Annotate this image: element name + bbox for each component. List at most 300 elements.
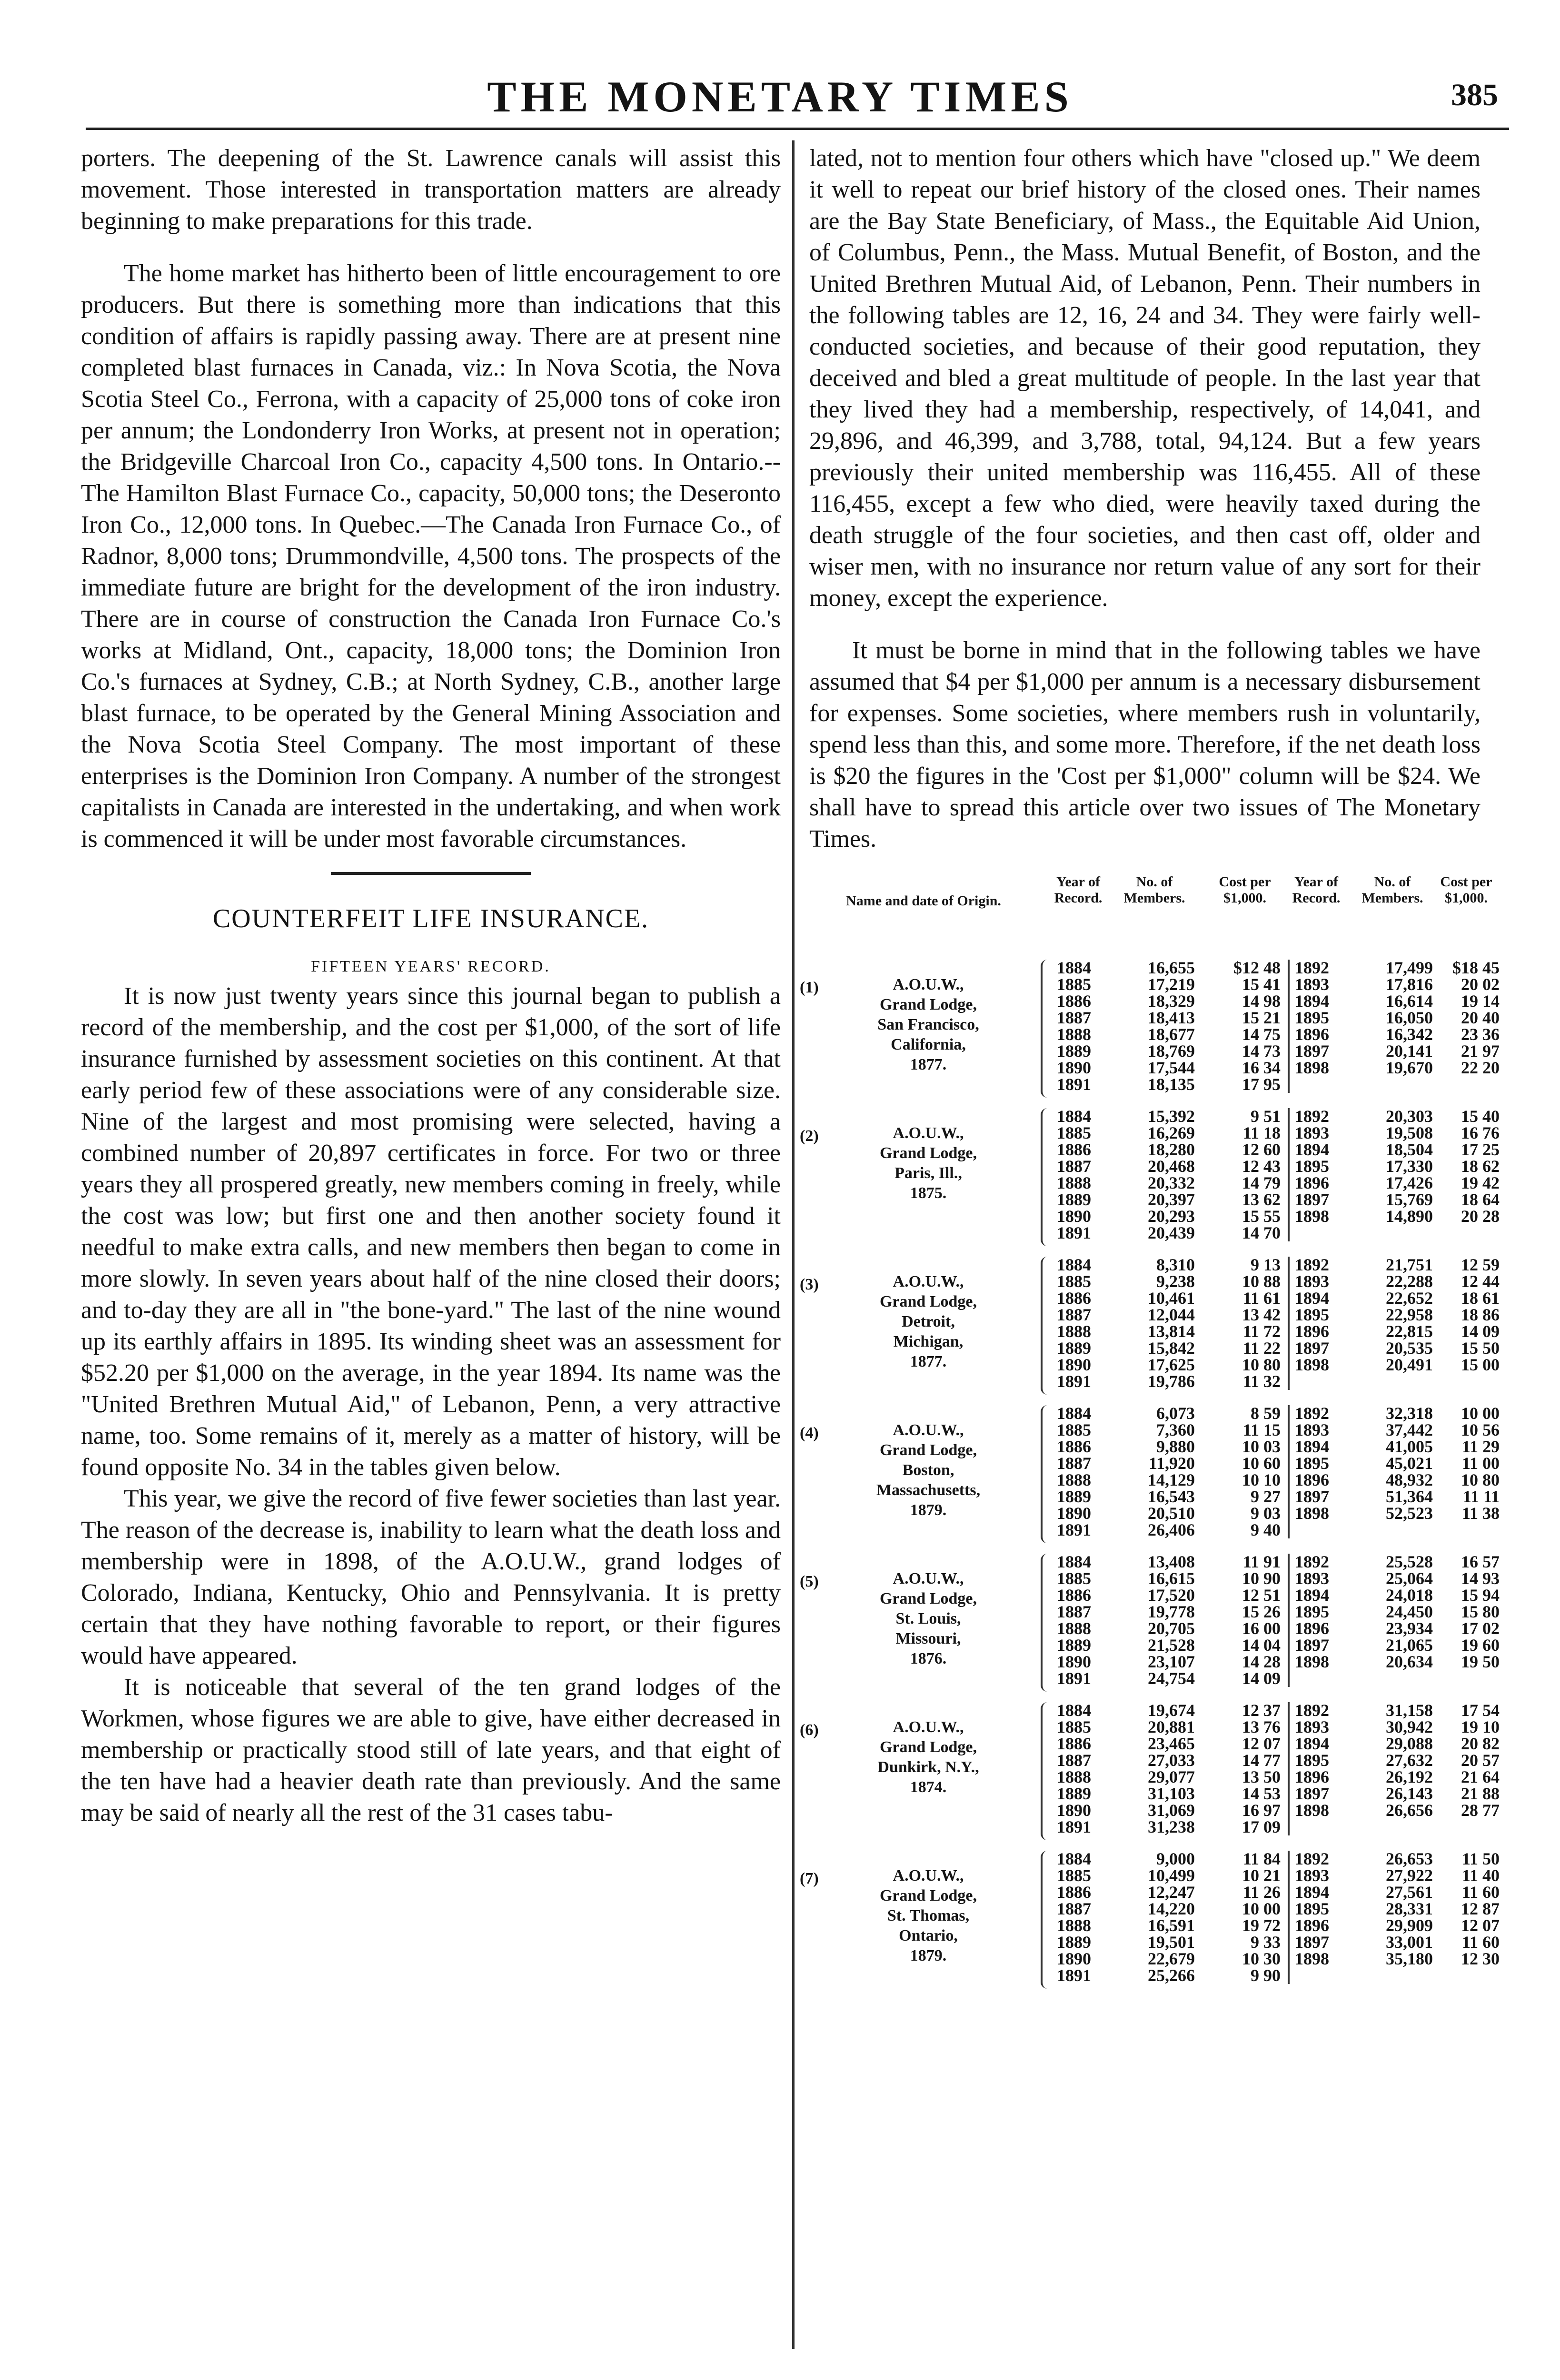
year-cell: 1886	[1057, 1437, 1091, 1456]
cost-cell: 14 28	[1242, 1652, 1281, 1671]
members-cell: 31,103	[1148, 1784, 1195, 1803]
members-cell: 27,632	[1386, 1751, 1433, 1770]
members-cell: 20,881	[1148, 1717, 1195, 1736]
table-row	[809, 1420, 1500, 1439]
year-cell: 1898	[1295, 1652, 1329, 1671]
year-cell: 1898	[1295, 1504, 1329, 1523]
cost-cell: 20 02	[1461, 975, 1500, 994]
members-cell: 16,615	[1148, 1569, 1195, 1588]
table-row	[809, 1487, 1500, 1506]
column-bar	[1288, 1505, 1290, 1522]
table-row	[809, 1339, 1500, 1358]
members-cell: 20,439	[1148, 1223, 1195, 1242]
members-cell: 51,364	[1386, 1487, 1433, 1506]
cost-cell: 11 38	[1461, 1504, 1500, 1523]
lodge-number: (3)	[800, 1276, 819, 1293]
year-cell: 1888	[1057, 1916, 1091, 1935]
column-bar	[1288, 1702, 1290, 1719]
cost-cell: 9 13	[1251, 1255, 1281, 1274]
lodge-number: (2)	[800, 1127, 819, 1145]
membership-table	[800, 874, 1500, 1999]
lodge-name-line: Michigan,	[893, 1333, 964, 1350]
table-row	[809, 992, 1500, 1011]
year-cell: 1887	[1057, 1008, 1091, 1027]
header-members1: No. of Members.	[1123, 874, 1185, 906]
cost-cell: 9 40	[1251, 1520, 1281, 1539]
year-cell: 1885	[1057, 1420, 1091, 1439]
column-bar	[1288, 1026, 1290, 1043]
table-row	[809, 1751, 1500, 1770]
year-cell: 1886	[1057, 992, 1091, 1011]
members-cell: 17,426	[1386, 1173, 1433, 1192]
table-row	[809, 1636, 1500, 1655]
members-cell: 13,814	[1148, 1322, 1195, 1341]
members-cell: 21,065	[1386, 1636, 1433, 1655]
members-cell: 23,465	[1148, 1734, 1195, 1753]
members-cell: 25,266	[1148, 1966, 1195, 1985]
header-year2: Year of Record.	[1292, 874, 1341, 906]
cost-cell: 13 76	[1242, 1717, 1281, 1736]
members-cell: 18,329	[1148, 992, 1195, 1011]
cost-cell: 11 11	[1462, 1487, 1500, 1506]
members-cell: 20,634	[1386, 1652, 1433, 1671]
table-row	[809, 1784, 1500, 1803]
cost-cell: 18 61	[1461, 1289, 1500, 1308]
members-cell: 24,018	[1386, 1586, 1433, 1605]
column-bar	[1288, 1257, 1290, 1273]
lodge-name-line: Grand Lodge,	[879, 996, 977, 1013]
table-row	[809, 1437, 1500, 1456]
cost-cell: 13 50	[1242, 1767, 1281, 1786]
cost-cell: 12 44	[1461, 1272, 1500, 1291]
page-header	[0, 71, 1560, 124]
members-cell: 25,064	[1386, 1569, 1433, 1588]
members-cell: 16,591	[1148, 1916, 1195, 1935]
table-row	[809, 1190, 1500, 1209]
lodge-name-line: Dunkirk, N.Y.,	[877, 1758, 979, 1776]
year-cell: 1885	[1057, 1717, 1091, 1736]
members-cell: 52,523	[1386, 1504, 1433, 1523]
members-cell: 15,392	[1148, 1107, 1195, 1126]
cost-cell: 15 50	[1461, 1339, 1500, 1358]
lodge-name-line: Grand Lodge,	[879, 1441, 977, 1459]
cost-cell: 28 77	[1461, 1801, 1500, 1820]
column-bar	[1288, 1587, 1290, 1604]
cost-cell: 14 09	[1461, 1322, 1500, 1341]
cost-cell: 12 37	[1242, 1701, 1281, 1720]
cost-cell: 17 95	[1242, 1075, 1281, 1094]
year-cell: 1886	[1057, 1586, 1091, 1605]
cost-cell: 19 60	[1461, 1636, 1500, 1655]
year-cell: 1895	[1295, 1751, 1329, 1770]
lodge-name-line: Paris, Ill.,	[894, 1164, 962, 1182]
cost-cell: 13 42	[1242, 1305, 1281, 1324]
year-cell: 1890	[1057, 1504, 1091, 1523]
cost-cell: 10 00	[1461, 1404, 1500, 1423]
year-cell: 1893	[1295, 1420, 1329, 1439]
members-cell: 23,107	[1148, 1652, 1195, 1671]
year-cell: 1884	[1057, 1849, 1091, 1868]
cost-cell: 11 84	[1242, 1849, 1281, 1868]
year-cell: 1891	[1057, 1075, 1091, 1094]
table-body	[800, 958, 1500, 1999]
year-cell: 1886	[1057, 1140, 1091, 1159]
members-cell: 28,331	[1386, 1899, 1433, 1918]
cost-cell: 14 70	[1242, 1223, 1281, 1242]
header-year1: Year of Record.	[1054, 874, 1103, 906]
year-cell: 1888	[1057, 1322, 1091, 1341]
lodge-name-line: Grand Lodge,	[879, 1738, 977, 1756]
cost-cell: 18 64	[1461, 1190, 1500, 1209]
cost-cell: 19 50	[1461, 1652, 1500, 1671]
year-cell: 1893	[1295, 1569, 1329, 1588]
lodge-name-line: Missouri,	[895, 1630, 961, 1647]
article-paragraph: porters. The deepening of the St. Lawrence canals will assist this movement. Those interested in transportation matters are already beginning to make preparations for this trade.	[81, 145, 781, 235]
members-cell: 18,280	[1148, 1140, 1195, 1159]
year-cell: 1889	[1057, 1784, 1091, 1803]
cost-cell: 19 10	[1461, 1717, 1500, 1736]
cost-cell: 11 50	[1461, 1849, 1500, 1868]
year-cell: 1893	[1295, 1717, 1329, 1736]
cost-cell: $18 45	[1452, 958, 1500, 977]
year-cell: 1893	[1295, 975, 1329, 994]
year-cell: 1884	[1057, 1404, 1091, 1423]
year-cell: 1892	[1295, 958, 1329, 977]
cost-cell: 9 27	[1251, 1487, 1281, 1506]
year-cell: 1893	[1295, 1272, 1329, 1291]
cost-cell: 19 72	[1242, 1916, 1281, 1935]
members-cell: 37,442	[1386, 1420, 1433, 1439]
cost-cell: 10 03	[1242, 1437, 1281, 1456]
section-separator	[331, 872, 531, 875]
members-cell: 14,890	[1386, 1207, 1433, 1226]
table-row	[809, 1123, 1500, 1142]
cost-cell: 10 21	[1242, 1866, 1281, 1885]
lodge-name-line: Detroit,	[902, 1313, 955, 1330]
column-bar	[1288, 1752, 1290, 1769]
lodge-block	[800, 1701, 1500, 1851]
year-cell: 1890	[1057, 1058, 1091, 1077]
right-column	[800, 143, 1500, 1999]
column-bar	[1288, 1405, 1290, 1422]
table-row	[809, 1140, 1500, 1159]
lodge-name-line: A.O.U.W.,	[893, 976, 964, 993]
members-cell: 32,318	[1386, 1404, 1433, 1423]
table-row	[809, 1373, 1481, 1390]
members-cell: 25,528	[1386, 1552, 1433, 1571]
column-bar	[1288, 1323, 1290, 1340]
members-cell: 16,269	[1148, 1123, 1195, 1142]
cost-cell: 21 64	[1461, 1767, 1500, 1786]
members-cell: 29,088	[1386, 1734, 1433, 1753]
column-bar	[1288, 1570, 1290, 1587]
year-cell: 1890	[1057, 1801, 1091, 1820]
lodge-name-line: 1877.	[910, 1353, 947, 1370]
year-cell: 1888	[1057, 1470, 1091, 1489]
section-title: COUNTERFEIT LIFE INSURANCE.	[212, 904, 649, 933]
year-cell: 1889	[1057, 1041, 1091, 1061]
header-cost2: Cost per $1,000.	[1440, 874, 1492, 906]
members-cell: 27,922	[1386, 1866, 1433, 1885]
column-bar	[1288, 1554, 1290, 1570]
members-cell: 29,077	[1148, 1767, 1195, 1786]
table-row	[809, 1734, 1500, 1753]
year-cell: 1886	[1057, 1734, 1091, 1753]
year-cell: 1894	[1295, 1734, 1329, 1753]
members-cell: 17,625	[1148, 1355, 1195, 1374]
column-bar	[1288, 1951, 1290, 1967]
cost-cell: 14 53	[1242, 1784, 1281, 1803]
lodge-name-line: Grand Lodge,	[879, 1887, 977, 1904]
members-cell: 29,909	[1386, 1916, 1433, 1935]
column-bar	[1288, 1290, 1290, 1307]
column-bar	[1288, 1719, 1290, 1735]
column-bar	[1288, 976, 1290, 993]
year-cell: 1884	[1057, 1107, 1091, 1126]
lodge-name-line: A.O.U.W.,	[893, 1570, 964, 1587]
members-cell: 19,786	[1148, 1372, 1195, 1391]
year-cell: 1894	[1295, 1140, 1329, 1159]
cost-cell: 11 72	[1242, 1322, 1281, 1341]
cost-cell: 10 90	[1242, 1569, 1281, 1588]
column-bar	[1288, 1867, 1290, 1884]
members-cell: 26,406	[1148, 1520, 1195, 1539]
members-cell: 10,499	[1148, 1866, 1195, 1885]
column-bar	[1288, 1125, 1290, 1141]
lodge-block	[800, 1849, 1500, 1999]
column-bar	[1288, 1158, 1290, 1175]
cost-cell: 14 77	[1242, 1751, 1281, 1770]
lodge-name-line: A.O.U.W.,	[893, 1718, 964, 1736]
year-cell: 1885	[1057, 1866, 1091, 1885]
year-cell: 1897	[1295, 1933, 1329, 1952]
column-divider	[792, 140, 795, 2349]
table-row	[809, 1717, 1500, 1736]
members-cell: 24,450	[1386, 1602, 1433, 1621]
year-cell: 1897	[1295, 1487, 1329, 1506]
cost-cell: 20 82	[1461, 1734, 1500, 1753]
column-bar	[1288, 1208, 1290, 1225]
members-cell: 22,288	[1386, 1272, 1433, 1291]
year-cell: 1884	[1057, 1701, 1091, 1720]
year-cell: 1895	[1295, 1602, 1329, 1621]
members-cell: 26,143	[1386, 1784, 1433, 1803]
year-cell: 1892	[1295, 1849, 1329, 1868]
article-paragraph: This year, we give the record of five fewer societies than last year. The reason of the decrease is, inability to learn what the death loss and membership were in 1898, of the A.O.U.W., grand lodges of Colorado, Indiana, Kentucky, Ohio and Pennsylvania. It is pretty certain that they have nothing favorable to report, or their figures would have appeared.	[81, 1485, 781, 1669]
members-cell: 23,934	[1386, 1619, 1433, 1638]
cost-cell: 12 51	[1242, 1586, 1281, 1605]
year-cell: 1889	[1057, 1636, 1091, 1655]
cost-cell: 11 60	[1461, 1933, 1500, 1952]
table-header	[809, 874, 1492, 960]
cost-cell: 10 80	[1242, 1355, 1281, 1374]
members-cell: 18,769	[1148, 1041, 1195, 1061]
year-cell: 1889	[1057, 1339, 1091, 1358]
members-cell: 18,413	[1148, 1008, 1195, 1027]
column-bar	[1288, 1604, 1290, 1620]
cost-cell: 16 57	[1461, 1552, 1500, 1571]
table-row	[809, 1652, 1500, 1671]
lodge-block	[800, 1404, 1500, 1554]
cost-cell: 12 59	[1461, 1255, 1500, 1274]
column-bar	[1288, 1670, 1290, 1687]
table-row	[809, 1586, 1500, 1605]
year-cell: 1889	[1057, 1190, 1091, 1209]
members-cell: 20,303	[1386, 1107, 1433, 1126]
table-row	[809, 1949, 1500, 1968]
year-cell: 1896	[1295, 1916, 1329, 1935]
year-cell: 1887	[1057, 1751, 1091, 1770]
members-cell: 17,330	[1386, 1157, 1433, 1176]
table-row	[809, 1670, 1481, 1687]
cost-cell: 21 97	[1461, 1041, 1500, 1061]
table-row	[809, 1819, 1481, 1835]
cost-cell: 14 79	[1242, 1173, 1281, 1192]
lodge-name-line: A.O.U.W.,	[893, 1421, 964, 1439]
lodge-name-line: Ontario,	[899, 1927, 958, 1944]
members-cell: 20,535	[1386, 1339, 1433, 1358]
year-cell: 1891	[1057, 1223, 1091, 1242]
column-bar	[1288, 993, 1290, 1010]
year-cell: 1897	[1295, 1190, 1329, 1209]
year-cell: 1892	[1295, 1701, 1329, 1720]
column-bar	[1288, 1637, 1290, 1654]
members-cell: 17,520	[1148, 1586, 1195, 1605]
members-cell: 12,247	[1148, 1883, 1195, 1902]
members-cell: 19,674	[1148, 1701, 1195, 1720]
cost-cell: 17 09	[1242, 1817, 1281, 1836]
year-cell: 1898	[1295, 1058, 1329, 1077]
members-cell: 17,816	[1386, 975, 1433, 994]
year-cell: 1889	[1057, 1933, 1091, 1952]
year-cell: 1884	[1057, 1552, 1091, 1571]
cost-cell: 10 30	[1242, 1949, 1281, 1968]
page-number: 385	[1451, 78, 1498, 112]
lodge-name-line: 1879.	[910, 1501, 947, 1519]
cost-cell: 11 91	[1242, 1552, 1281, 1571]
cost-cell: 9 51	[1251, 1107, 1281, 1126]
year-cell: 1895	[1295, 1008, 1329, 1027]
members-cell: 16,543	[1148, 1487, 1195, 1506]
table-row	[809, 1305, 1500, 1324]
year-cell: 1895	[1295, 1305, 1329, 1324]
members-cell: 22,679	[1148, 1949, 1195, 1968]
year-cell: 1886	[1057, 1883, 1091, 1902]
cost-cell: 14 75	[1242, 1025, 1281, 1044]
column-bar	[1288, 1357, 1290, 1373]
table-row	[809, 1454, 1500, 1473]
article-paragraph: It is now just twenty years since this journal began to publish a record of the membership, and the cost per $1,000, of the sort of life insurance furnished by assessment societies on this continent. At that early period few of these associations were of any considerable size. Nine of the largest and most promising were selected, having a combined number of 20,897 certificates in force. For two or three years they all prospered greatly, new members coming in freely, while the cost was low; but first one and then another society found it needful to make extra calls, and new members then began to come in more slowly. In seven years about half of the nine closed their doors; and to-day they are all in "the bone-yard." The last of the nine wound up its earthly affairs in 1895. Its winding sheet was an assessment for $52.20 per $1,000 on the average, in the year 1894. Its name was the "United Brethren Mutual Aid," of Lebanon, Penn, a very attractive name, too. Some remains of it, merely as a matter of history, will be found opposite No. 34 in the tables given below.	[81, 982, 781, 1481]
lodge-name-line: A.O.U.W.,	[893, 1867, 964, 1884]
members-cell: 10,461	[1148, 1289, 1195, 1308]
table-row	[809, 1272, 1500, 1291]
cost-cell: 11 60	[1461, 1883, 1500, 1902]
cost-cell: 9 90	[1251, 1966, 1281, 1985]
cost-cell: 14 73	[1242, 1041, 1281, 1061]
lodge-block	[800, 1552, 1500, 1702]
lodge-name-line: Grand Lodge,	[879, 1144, 977, 1162]
members-cell: 18,135	[1148, 1075, 1195, 1094]
year-cell: 1892	[1295, 1552, 1329, 1571]
header-cost1: Cost per $1,000.	[1219, 874, 1271, 906]
year-cell: 1891	[1057, 1817, 1091, 1836]
year-cell: 1892	[1295, 1255, 1329, 1274]
table-row	[809, 1008, 1500, 1027]
cost-cell: 18 86	[1461, 1305, 1500, 1324]
lodge-name-line: 1876.	[910, 1650, 947, 1667]
table-row	[809, 1289, 1500, 1308]
lodge-number: (5)	[800, 1573, 819, 1590]
cost-cell: 15 41	[1242, 975, 1281, 994]
cost-cell: 10 88	[1242, 1272, 1281, 1291]
cost-cell: 17 02	[1461, 1619, 1500, 1638]
members-cell: 27,561	[1386, 1883, 1433, 1902]
year-cell: 1890	[1057, 1949, 1091, 1968]
members-cell: 11,920	[1148, 1454, 1195, 1473]
year-cell: 1891	[1057, 1520, 1091, 1539]
year-cell: 1890	[1057, 1207, 1091, 1226]
column-bar	[1288, 1175, 1290, 1191]
lodge-name-line: A.O.U.W.,	[893, 1273, 964, 1290]
members-cell: 15,842	[1148, 1339, 1195, 1358]
table-row	[809, 1076, 1481, 1093]
year-cell: 1891	[1057, 1966, 1091, 1985]
year-cell: 1897	[1295, 1339, 1329, 1358]
cost-cell: 16 00	[1242, 1619, 1281, 1638]
cost-cell: 22 20	[1461, 1058, 1500, 1077]
table-row	[809, 1849, 1500, 1868]
members-cell: 20,293	[1148, 1207, 1195, 1226]
column-bar	[1288, 1934, 1290, 1951]
cost-cell: 10 10	[1242, 1470, 1281, 1489]
column-bar	[1288, 1769, 1290, 1785]
column-bar	[1288, 1225, 1290, 1241]
members-cell: 21,528	[1148, 1636, 1195, 1655]
members-cell: 22,958	[1386, 1305, 1433, 1324]
lodge-name-line: Massachusetts,	[876, 1481, 981, 1499]
column-bar	[1288, 1967, 1290, 1984]
year-cell: 1892	[1295, 1404, 1329, 1423]
year-cell: 1884	[1057, 1255, 1091, 1274]
table-row	[809, 1322, 1500, 1341]
year-cell: 1896	[1295, 1322, 1329, 1341]
year-cell: 1893	[1295, 1123, 1329, 1142]
article-paragraph: The home market has hitherto been of little encouragement to ore producers. But there is something more than indications that this condition of affairs is rapidly passing away. There are at present nine completed blast furnaces in Canada, viz.: In Nova Scotia, the Nova Scotia Steel Co., Ferrona, with a capacity of 25,000 tons of coke iron per annum; the Londonderry Iron Works, at present not in operation; the Bridgeville Charcoal Iron Co., capacity 4,500 tons. In Ontario.--The Hamilton Blast Furnace Co., capacity, 50,000 tons; the Deseronto Iron Co., 12,000 tons. In Quebec.—The Canada Iron Furnace Co., of Radnor, 8,000 tons; Drummondville, 4,500 tons. The prospects of the immediate future are bright for the development of the iron industry. There are in course of construction the Canada Iron Furnace Co.'s works at Midland, Ont., capacity, 18,000 tons; the Dominion Iron Co.'s furnaces at Sydney, C.B.; at North Sydney, C.B., another large blast furnace, to be operated by the General Mining Association and the Nova Scotia Steel Company. The most important of these enterprises is the Dominion Iron Company. A number of the strongest capitalists in Canada are interested in the undertaking, and when work is commenced it will be under most favorable circumstances.	[81, 260, 781, 853]
column-bar	[1288, 1422, 1290, 1438]
cost-cell: 12 07	[1461, 1916, 1500, 1935]
members-cell: 20,468	[1148, 1157, 1195, 1176]
members-cell: 17,499	[1386, 958, 1433, 977]
column-bar	[1288, 1488, 1290, 1505]
table-row	[809, 1225, 1481, 1241]
header-rule	[86, 128, 1509, 130]
year-cell: 1896	[1295, 1025, 1329, 1044]
cost-cell: 11 18	[1242, 1123, 1281, 1142]
members-cell: 16,614	[1386, 992, 1433, 1011]
year-cell: 1895	[1295, 1454, 1329, 1473]
cost-cell: 11 26	[1242, 1883, 1281, 1902]
members-cell: 14,220	[1148, 1899, 1195, 1918]
members-cell: 18,504	[1386, 1140, 1433, 1159]
cost-cell: 11 00	[1461, 1454, 1500, 1473]
left-column	[81, 143, 781, 1829]
cost-cell: 16 34	[1242, 1058, 1281, 1077]
cost-cell: 9 03	[1251, 1504, 1281, 1523]
cost-cell: 12 43	[1242, 1157, 1281, 1176]
cost-cell: 12 07	[1242, 1734, 1281, 1753]
lodge-number: (7)	[800, 1870, 819, 1887]
year-cell: 1895	[1295, 1157, 1329, 1176]
